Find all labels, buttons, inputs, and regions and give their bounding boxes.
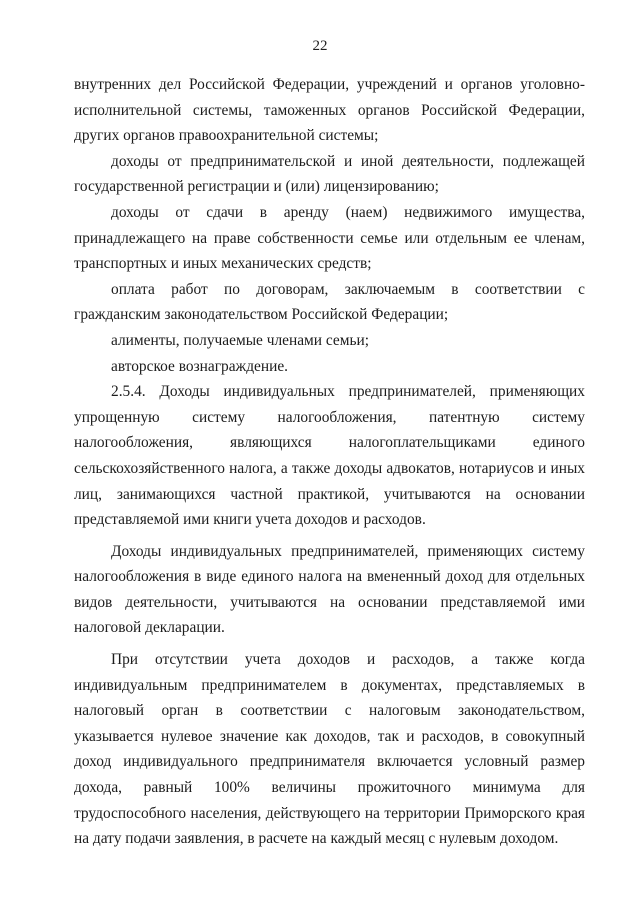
document-body (74, 72, 585, 852)
paragraph-continuation-law-enforcement: внутренних дел Российской Федерации, учреждений и органов уголовно-исполнительной системы, таможенных органов Российской Федерации, других органов правоохранительной системы; (74, 76, 585, 145)
paragraph-royalties: авторское вознаграждение. (111, 357, 289, 375)
paragraph-no-accounting: При отсутствии учета доходов и расходов, а также когда индивидуальным предпринимателем в документах, представляемых в налоговый орган в соответствии с налоговым законодательством, указывается нулевое значение как доходов, так и расходов, в совокупный доход индивидуального предпринимателя включается условный размер дохода, равный 100% величины прожиточного минимума для трудоспособного населения, действующего на территории Приморского края на дату подачи заявления, в расчете на каждый месяц с нулевым доходом. (74, 651, 585, 848)
paragraph-rental-income: доходы от сдачи в аренду (наем) недвижимого имущества, принадлежащего на праве собственности семье или отдельным ее членам, транспортных и иных механических средств; (74, 203, 585, 273)
paragraph-imputed-income-tax: Доходы индивидуальных предпринимателей, применяющих систему налогообложения в виде единого налога на вмененный доход для отдельных видов деятельности, учитываются на основании представляемой ими налоговой декларации. (74, 542, 585, 637)
paragraph-contract-payments: оплата работ по договорам, заключаемым в соответствии с гражданским законодательством Российской Федерации; (74, 280, 585, 324)
paragraph-alimony: алименты, получаемые членами семьи; (111, 331, 369, 349)
paragraph-business-income: доходы от предпринимательской и иной деятельности, подлежащей государственной регистрации и (или) лицензированию; (74, 152, 585, 196)
paragraph-clause-2-5-4: 2.5.4. Доходы индивидуальных предпринимателей, применяющих упрощенную систему налогообложения, патентную систему налогообложения, являющихся налогоплательщиками единого сельскохозяйственного налога, а также доходы адвокатов, нотариусов и иных лиц, занимающихся частной практикой, учитываются на основании представляемой ими книги учета доходов и расходов. (74, 383, 585, 529)
page-number: 22 (312, 38, 328, 54)
